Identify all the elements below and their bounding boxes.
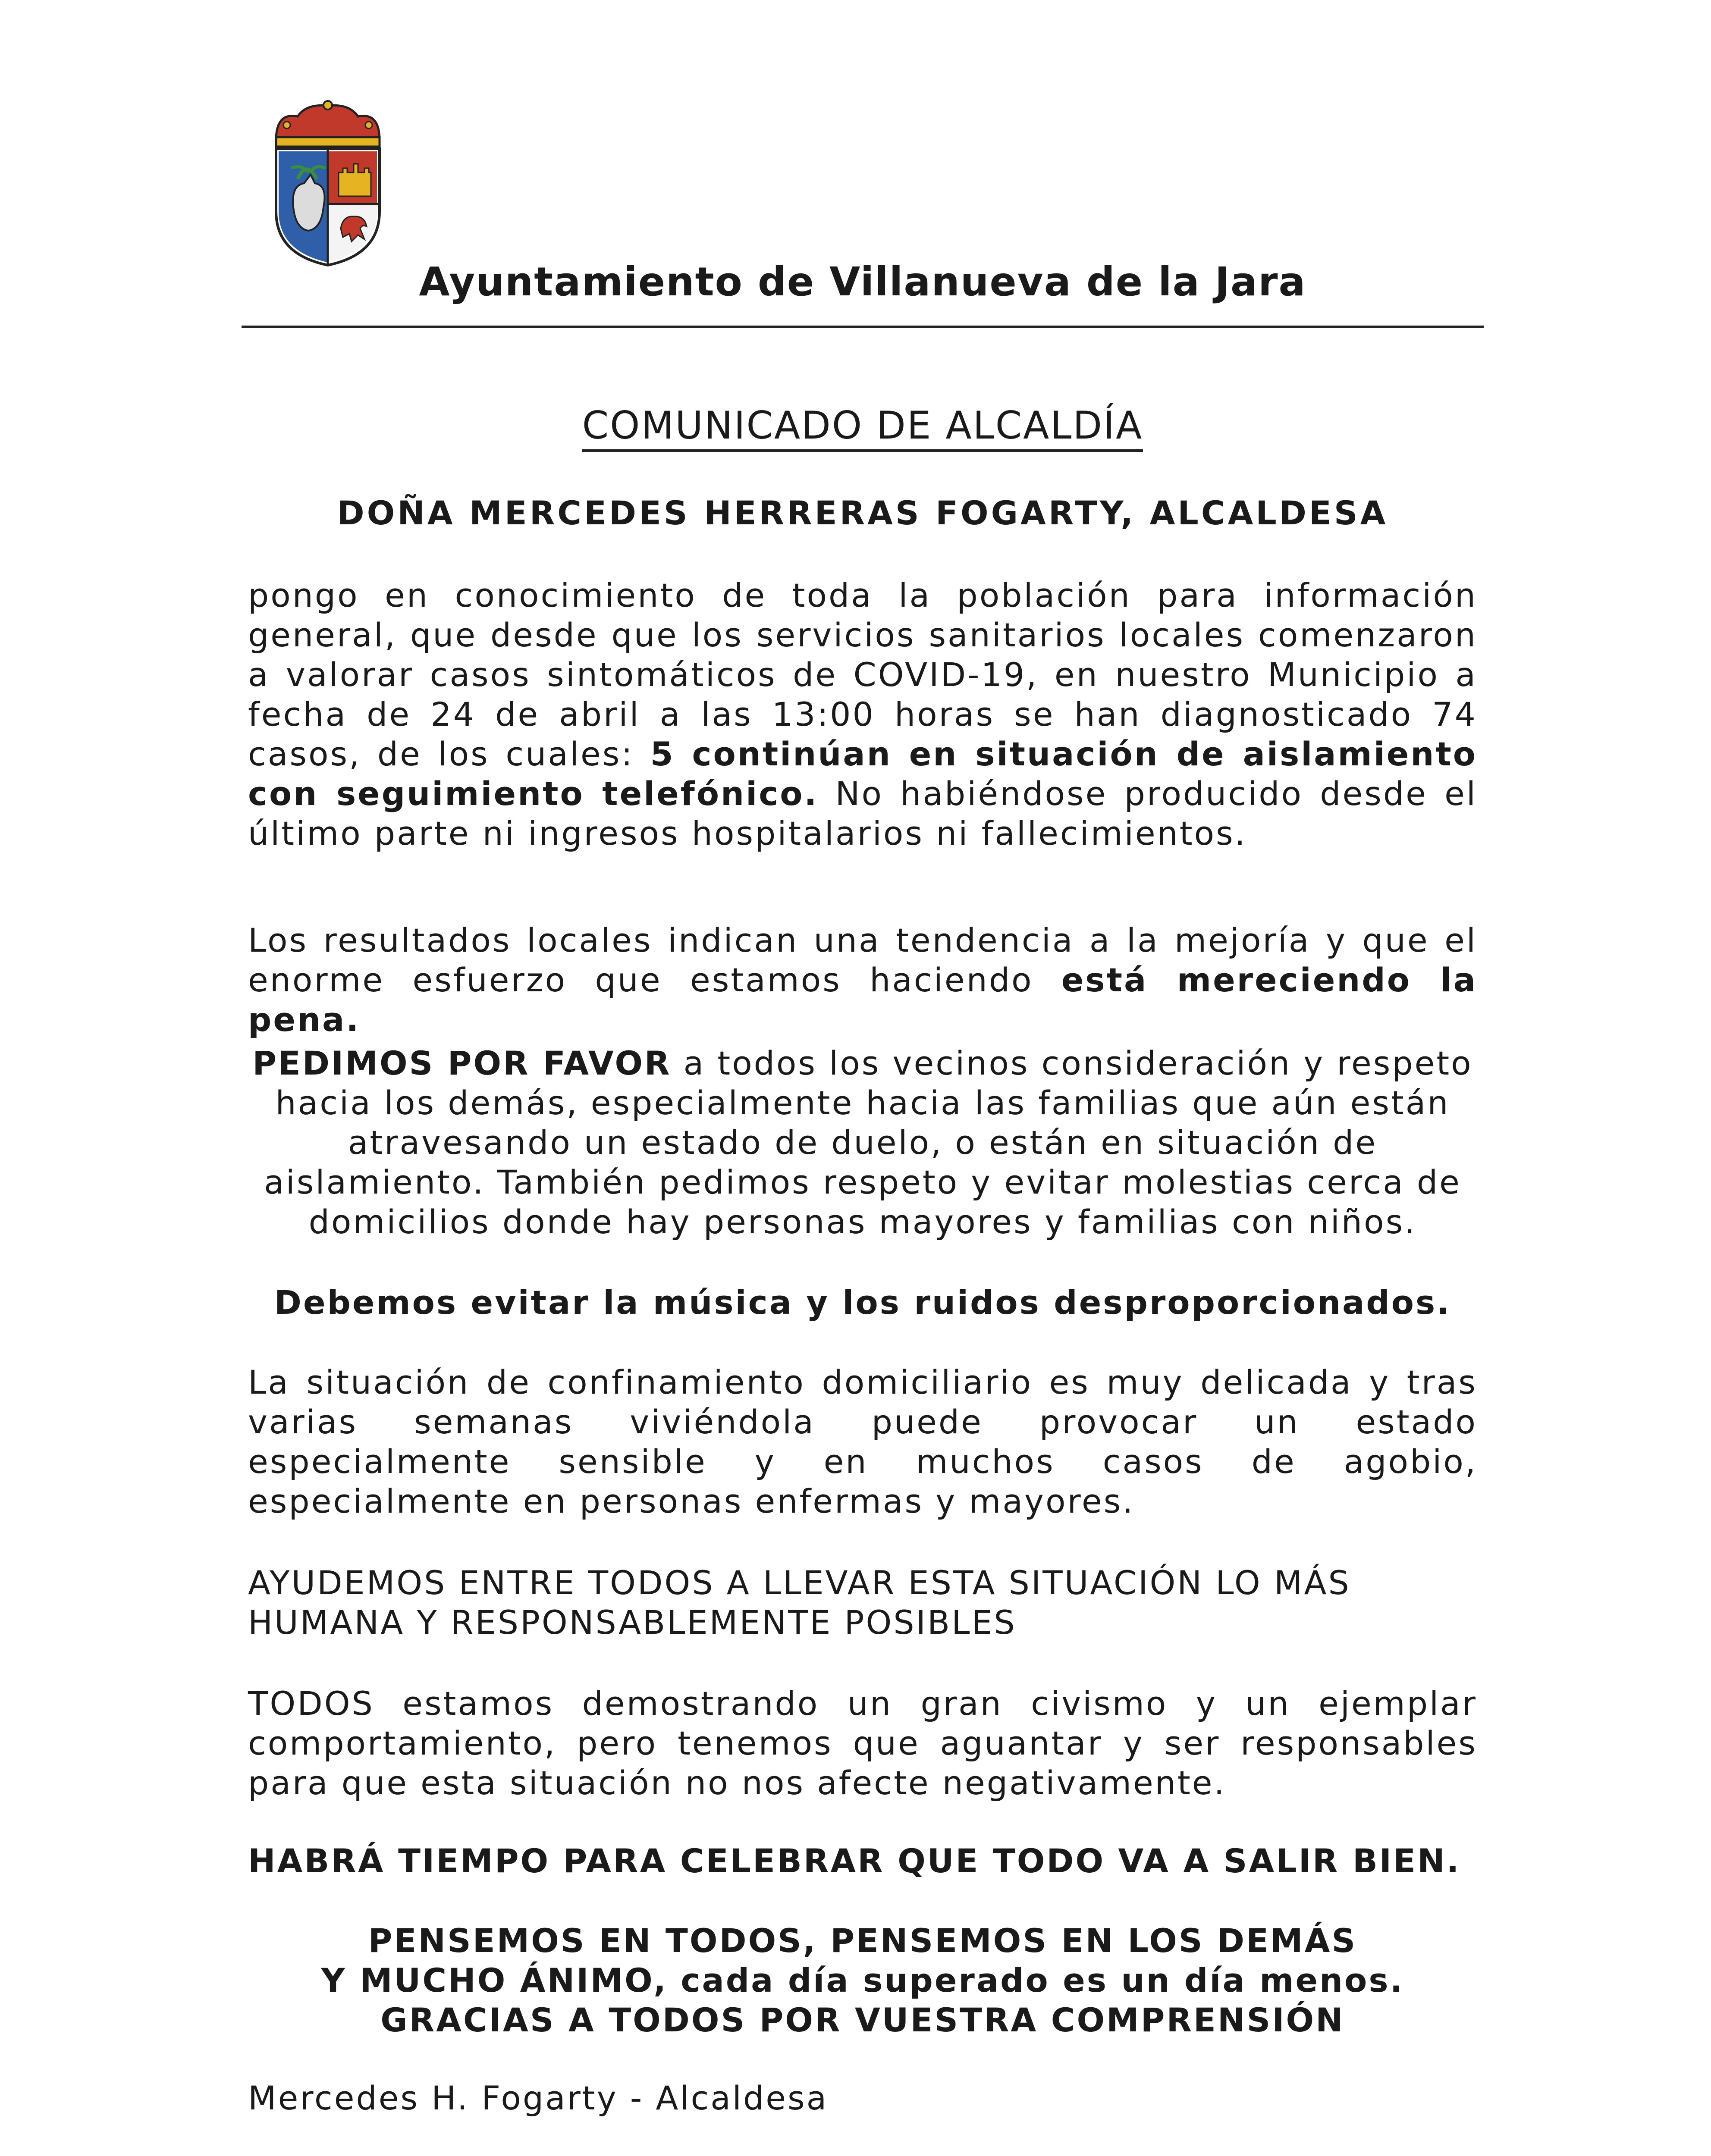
paragraph-cases: [248, 576, 1477, 853]
paragraph-civism: TODOS estamos demostrando un gran civismo y un ejemplar comportamiento, pero tenemos que aguantar y ser responsables para que esta situación no nos afecte negativamente.: [248, 1684, 1477, 1802]
paragraph-noise: Debemos evitar la música y los ruidos desproporcionados.: [274, 1283, 1451, 1322]
paragraph-results-text: Los resultados locales indican una tendencia a la mejoría y que el enorme esfuerzo que estamos haciendo: [248, 921, 1477, 999]
coat-of-arms-icon: [267, 99, 388, 267]
paragraph-celebrate: HABRÁ TIEMPO PARA CELEBRAR QUE TODO VA A SALIR BIEN.: [248, 1842, 1461, 1880]
paragraph-request-highlight: PEDIMOS POR FAVOR: [252, 1044, 672, 1082]
closing-line-2: Y MUCHO ÁNIMO, cada día superado es un día menos.: [321, 1961, 1404, 1999]
signer-line: DOÑA MERCEDES HERRERAS FOGARTY, ALCALDESA: [337, 494, 1388, 532]
paragraph-help: AYUDEMOS ENTRE TODOS A LLEVAR ESTA SITUACIÓN LO MÁS HUMANA Y RESPONSABLEMENTE POSIBLES: [248, 1564, 1351, 1642]
closing-line-1: PENSEMOS EN TODOS, PENSEMOS EN LOS DEMÁS: [368, 1921, 1357, 1960]
paragraph-cases-text-a: pongo en conocimiento de toda la población para información general, que desde que los servicios sanitarios locales comenzaron a valorar casos sintomáticos de COVID-19, en nuestro Municipio a fecha de 24 de abril a las 13:00 horas se han diagnosticado 74 casos, de los cuales:: [248, 576, 1477, 773]
signature: Mercedes H. Fogarty - Alcaldesa: [248, 2079, 829, 2117]
closing-line-3: GRACIAS A TODOS POR VUESTRA COMPRENSIÓN: [380, 2001, 1345, 2039]
paragraph-cases-text-c: No habiéndose producido desde el último parte ni ingresos hospitalarios ni fallecimientos.: [248, 774, 1478, 852]
paragraph-request-text: a todos los vecinos consideración y respeto hacia los demás, especialmente hacia las familias que aún están atravesando un estado de duelo, o están en situación de aislamiento. También pedimos respeto y evitar molestias cerca de domicilios donde hay personas mayores y familias con niños.: [264, 1044, 1473, 1241]
paragraph-request: [248, 1044, 1477, 1242]
document-title: [242, 403, 1484, 448]
paragraph-cases-highlight: 5 continúan en situación de aislamiento con seguimiento telefónico.: [248, 735, 1477, 813]
header-divider: [242, 326, 1484, 328]
document-title-text: COMUNICADO DE ALCALDÍA: [582, 403, 1143, 452]
paragraph-results: [248, 921, 1477, 1040]
paragraph-confinement: La situación de confinamiento domiciliario es muy delicada y tras varias semanas viviéndola puede provocar un estado especialmente sensible y en muchos casos de agobio, especialmente en personas enfermas y mayores.: [248, 1363, 1477, 1520]
header-title: Ayuntamiento de Villanueva de la Jara: [419, 259, 1306, 305]
paragraph-results-highlight: está mereciendo la pena.: [248, 961, 1477, 1039]
closing-lines: [248, 1921, 1477, 2040]
